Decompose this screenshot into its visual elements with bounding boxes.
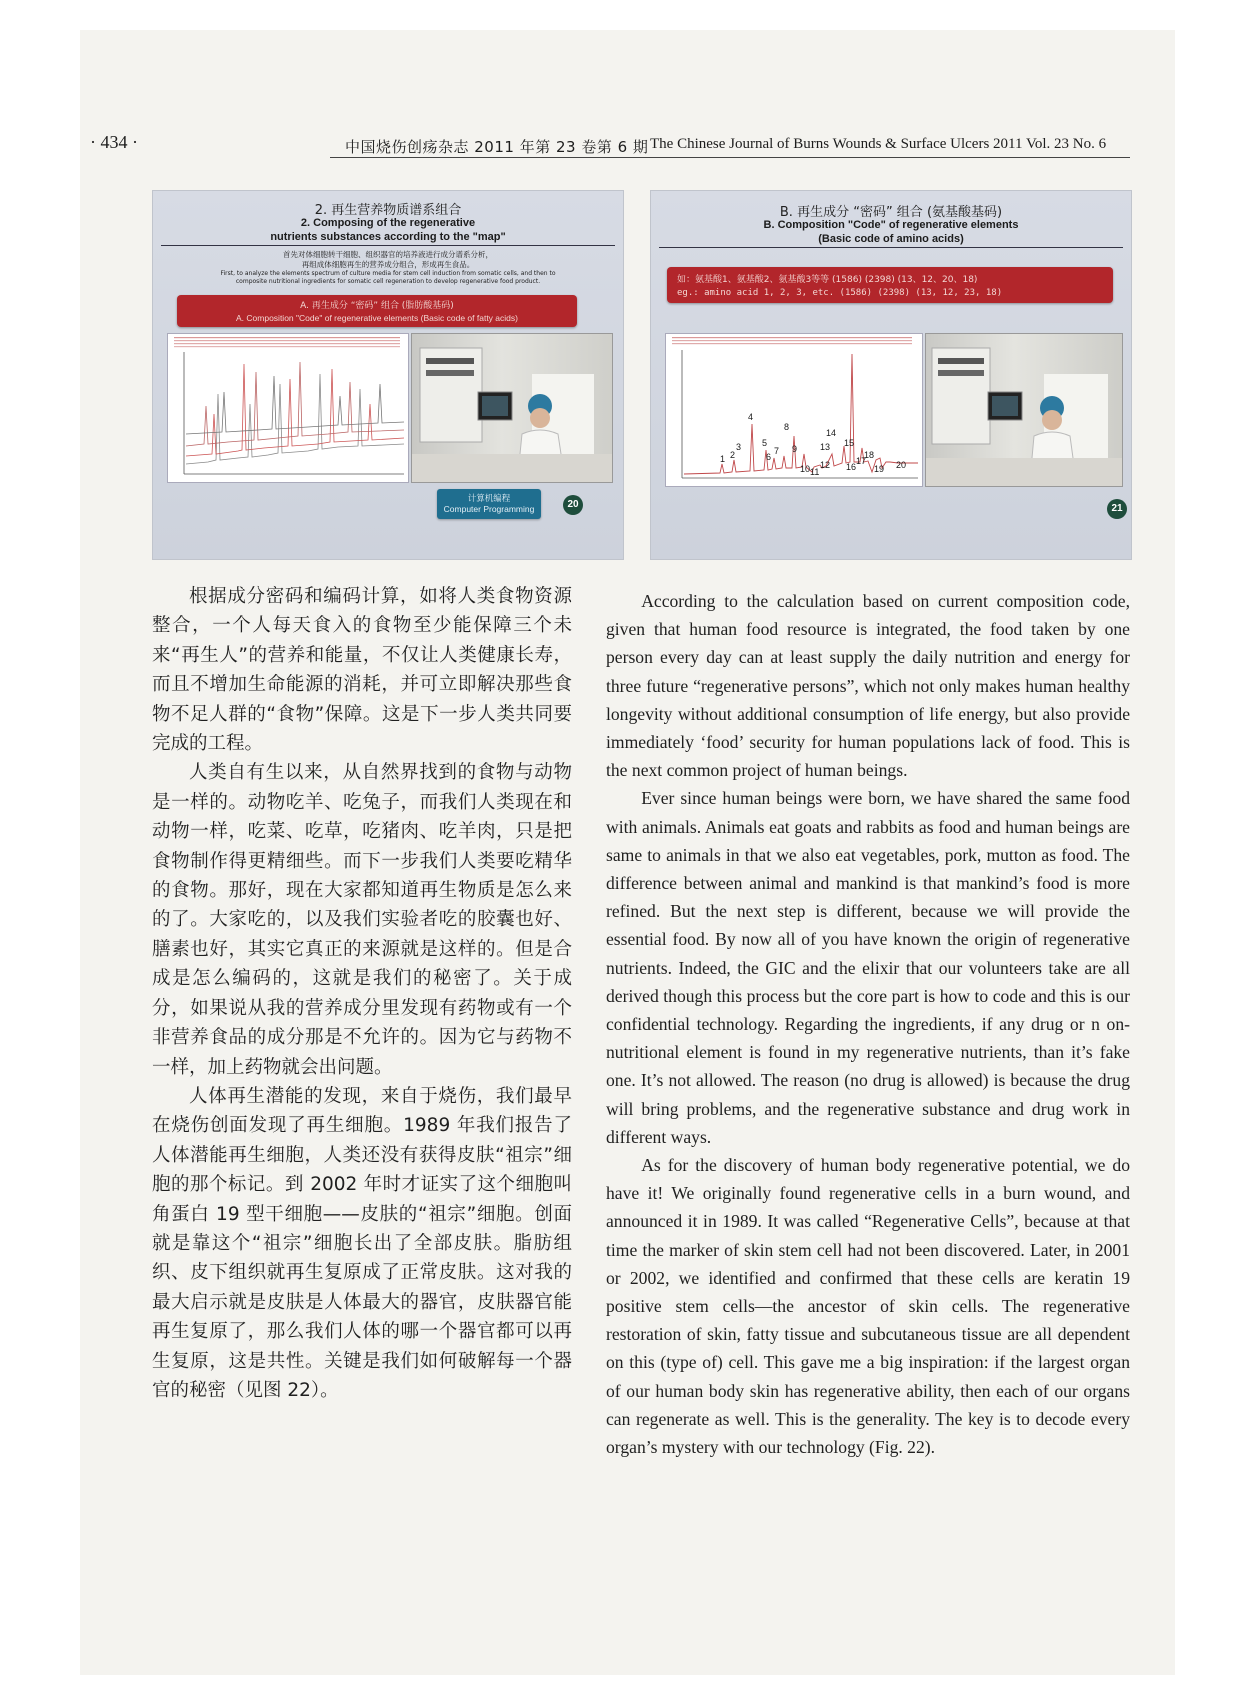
cn-paragraph-3: 人体再生潜能的发现，来自于烧伤，我们最早在烧伤创面发现了再生细胞。1989 年我们报告了人体潜能再生细胞，人类还没有获得皮肤“祖宗”细胞的那个标记。到 2002 年时才证实了这个细胞叫角蛋白 19 型干细胞——皮肤的“祖宗”细胞。创面就是靠这个“祖宗”细胞长出了全部皮肤。脂肪组织、皮下组织就再生复原成了正常皮肤。这对我的最大启示就是皮肤是人体最大的器官，皮肤器官能再生复原了，那么我们人体的哪一个器官都可以再生复原，这是共性。关键是我们如何破解每一个器官的秘密（见图 22）。 xyxy=(152,1085,572,1401)
fig20-title-rule xyxy=(161,245,615,246)
en-paragraph-2: Ever since human beings were born, we have shared the same food with animals. Animals eat goats and rabbits as food and human beings are same to animals in that we also eat vegetables, pork, mutton as food. The difference between animal and mankind is that mankind’s food is more refined. But the next step is different, because we will provide the essential food. By now all of you have known the origin of regenerative nutrients. Indeed, the GIC and the elixir that our volunteers take are all derived though this process but the core part is how to code and this is our confidential technology. Regarding the ingredients, if any drug or n on-nutritional element is found in my regenerative nutrients, than it’s fake one. It’s not allowed. The reason (no drug is allowed) is because the drug will bring problems, and the regenerative substance and drug work in different ways. xyxy=(606,788,1130,1147)
fig20-code-box-cn: A. 再生成分 “密码” 组合 (脂肪酸基码) xyxy=(300,301,454,311)
fig20-desc-en-1: First, to analyze the elements spectrum of culture media for stem cell induction from somatic cells, and then to xyxy=(220,270,556,277)
fig20-desc-cn-1: 首先对体细胞转干细胞、组织器官的培养液进行成分谱系分析， xyxy=(283,250,493,259)
fig21-peak-label: 1 xyxy=(720,454,726,464)
computer-programming-label-en: Computer Programming xyxy=(443,504,535,514)
fig21-title-cn: B. 再生成分 “密码” 组合 (氨基酸基码) xyxy=(779,205,1003,220)
journal-title-en: The Chinese Journal of Burns Wounds & Surface Ulcers 2011 Vol. 23 No. 6 xyxy=(650,136,1107,152)
fig20-trace-1 xyxy=(186,374,404,464)
fig21-instrument-slot-1 xyxy=(938,358,984,364)
fig21-legend-line-2 xyxy=(672,340,912,341)
fig20-lab-photo xyxy=(411,333,613,483)
fig21-peak-label: 3 xyxy=(736,442,742,452)
fig20-title-en-2: nutrients substances according to the "map" xyxy=(270,231,506,243)
figure-20-slide xyxy=(152,190,624,560)
fig21-peak-label: 4 xyxy=(748,412,754,422)
fig21-peak-label: 6 xyxy=(766,452,772,462)
cn-paragraph-1: 根据成分密码和编码计算，如将人类食物资源整合，一个人每天食入的食物至少能保障三个未来“再生人”的营养和能量，不仅让人类健康长寿，而且不增加生命能源的消耗，并可立即解决那些食物不足人群的“食物”保障。这是下一步人类共同要完成的工程。 xyxy=(152,586,572,755)
fig20-chromatogram xyxy=(167,333,409,483)
fig20-legend-line-1 xyxy=(174,337,400,338)
fig21-legend-line-3 xyxy=(672,343,912,344)
fig21-peak-label: 19 xyxy=(874,464,885,474)
fig20-code-box-en: A. Composition "Code" of regenerative elements (Basic code of fatty acids) xyxy=(236,313,518,323)
computer-programming-label-cn: 计算机编程 xyxy=(467,494,511,504)
fig21-operator-face xyxy=(1042,410,1062,430)
fig21-chromatogram xyxy=(665,333,923,487)
fig21-code-box-cn: 如：氨基酸1、氨基酸2、氨基酸3等等 (1586) (2398) (13、12、20、18) xyxy=(677,275,978,285)
fig20-lab-photo-art xyxy=(412,334,612,482)
fig20-desc-cn-2: 再组成体细胞再生的营养成分组合，形成再生食品。 xyxy=(301,260,475,269)
fig21-peak-label: 20 xyxy=(896,460,907,470)
fig21-title-en-1: B. Composition "Code" of regenerative elements xyxy=(763,219,1019,231)
en-paragraph-3: As for the discovery of human body regenerative potential, we do have it! We originally found regenerative cells in a burn wound, and announced it in 1989. It was called “Regenerative Cells”, because at that time the marker of skin stem cell had not been discovered. Later, in 2001 or 2002, we identified and confirmed that these cells are keratin 19 positive stem cells—the ancestor of skin cells. The regenerative restoration of skin, fatty tissue and subcutaneous tissue are all dependent on this (type of) cell. This gave me a big inspiration: if the largest organ of our human body skin has regenerative ability, then each of our organs can regenerate as well. This is the generality. The key is to decode every organ’s mystery with our technology (Fig. 22). xyxy=(606,1155,1130,1458)
fig20-chromatogram-plot xyxy=(168,334,408,482)
header-rule xyxy=(330,157,1130,158)
fig21-bench xyxy=(926,458,1122,486)
figure-21-badge: 21 xyxy=(1107,499,1127,519)
fig21-code-box xyxy=(667,267,1113,303)
page-number: · 434 · xyxy=(90,132,138,152)
fig21-peak-label: 14 xyxy=(826,428,837,438)
fig21-peak-label: 11 xyxy=(810,467,820,477)
fig21-peak-label: 5 xyxy=(762,438,768,448)
fig21-monitor-screen xyxy=(992,396,1018,416)
fig21-peak-label: 10 xyxy=(800,464,811,474)
fig21-instrument-slot-2 xyxy=(938,370,984,376)
body-text-english xyxy=(606,587,1130,1461)
fig20-legend-line-2 xyxy=(174,340,400,341)
fig20-operator-face xyxy=(530,408,550,428)
cn-paragraph-2: 人类自有生以来，从自然界找到的食物与动物是一样的。动物吃羊、吃兔子，而我们人类现在和动物一样，吃菜、吃草，吃猪肉、吃羊肉，只是把食物制作得更精细些。而下一步我们人类要吃精华的食物。那好，现在大家都知道再生物质是怎么来的了。大家吃的，以及我们实验者吃的胶囊也好、膳素也好，其实它真正的来源就是这样的。但是合成是怎么编码的，这就是我们的秘密了。关于成分，如果说从我的营养成分里发现有药物或有一个非营养食品的成分那是不允许的。因为它与药物不一样，加上药物就会出问题。 xyxy=(152,762,572,1078)
figure-21-slide xyxy=(650,190,1132,560)
fig21-peak-label: 12 xyxy=(820,460,831,470)
fig21-peak-label: 9 xyxy=(792,444,798,454)
fig21-peak-label: 16 xyxy=(846,462,857,472)
fig20-bench xyxy=(412,454,612,482)
fig21-peak-label: 13 xyxy=(820,442,831,452)
body-text-chinese xyxy=(152,582,572,1405)
fig20-title-cn: 2. 再生营养物质谱系组合 xyxy=(314,203,462,218)
fig21-legend-line-1 xyxy=(672,337,912,338)
fig21-peak-label: 2 xyxy=(730,450,736,460)
fig20-instrument-slot-2 xyxy=(426,370,474,376)
fig21-peak-label: 15 xyxy=(844,438,855,448)
fig21-lab-photo xyxy=(925,333,1123,487)
fig20-instrument-slot-1 xyxy=(426,358,474,364)
fig21-title-en-2: (Basic code of amino acids) xyxy=(818,233,964,245)
computer-programming-button[interactable] xyxy=(437,489,541,519)
fig21-peak-label: 18 xyxy=(864,450,875,460)
fig20-monitor-screen xyxy=(482,396,508,416)
fig21-chromatogram-plot xyxy=(666,334,922,486)
figure-20-badge: 20 xyxy=(563,495,583,515)
fig20-code-box xyxy=(177,295,577,327)
fig20-legend-line-3 xyxy=(174,343,400,344)
fig20-desc-en-2: composite nutritional ingredients for somatic cell regeneration to develop regenerative food product. xyxy=(235,278,541,285)
journal-title-cn: 中国烧伤创疡杂志 2011 年第 23 卷第 6 期 xyxy=(345,138,649,156)
fig21-code-box-en: eg.: amino acid 1, 2, 3, etc. (1586) (2398) (13, 12, 23, 18) xyxy=(677,288,1003,298)
fig21-title-rule xyxy=(659,247,1123,248)
fig21-lab-photo-art xyxy=(926,334,1122,486)
fig20-legend-line-4 xyxy=(174,346,400,347)
fig21-peak-label: 17 xyxy=(856,456,867,466)
fig20-title-en-1: 2. Composing of the regenerative xyxy=(300,217,476,229)
fig21-peak-label: 7 xyxy=(774,446,780,456)
en-paragraph-1: According to the calculation based on current composition code, given that human food resource is integrated, the food taken by one person every day can at least supply the daily nutrition and energy for three future “regenerative persons”, which not only makes human healthy longevity without additional consumption of life energy, but also provide immediately ‘food’ security for human populations lack of food. This is the next common project of human beings. xyxy=(606,591,1130,781)
fig21-peak-label: 8 xyxy=(784,422,790,432)
